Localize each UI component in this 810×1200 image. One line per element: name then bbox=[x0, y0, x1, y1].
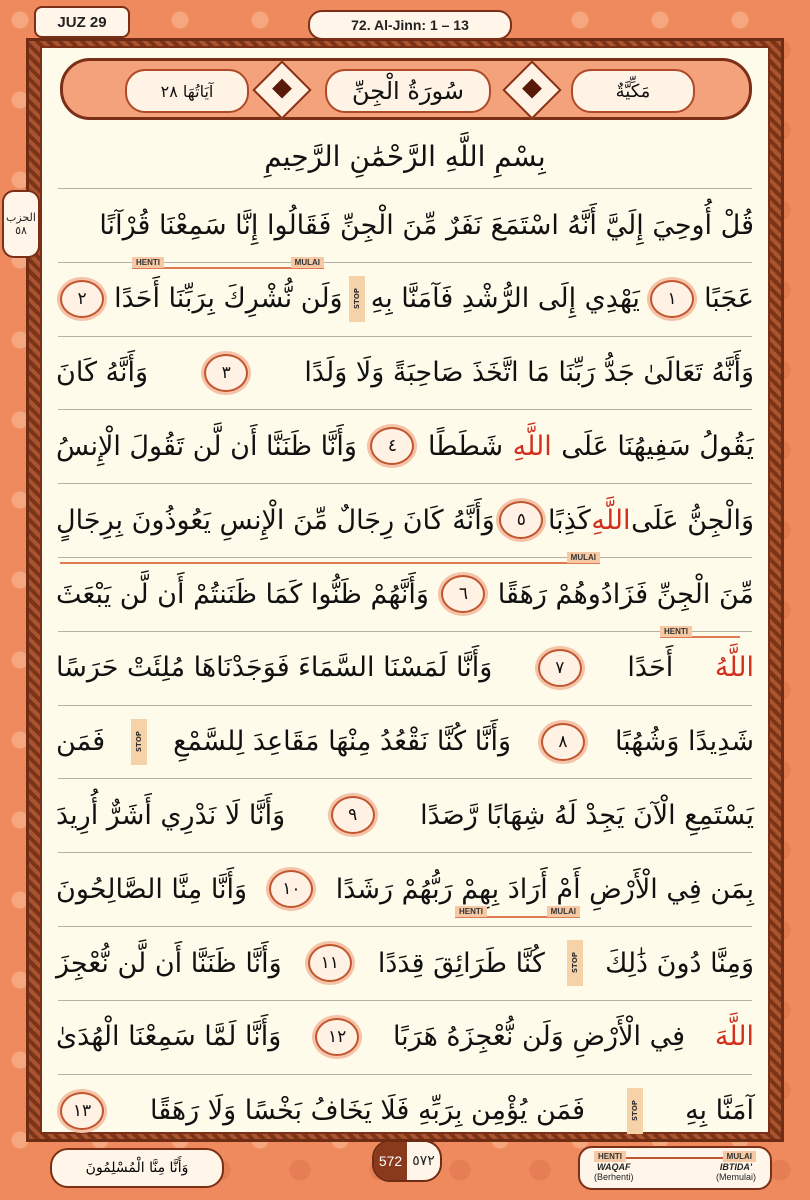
legend-waqaf-sub: (Berhenti) bbox=[594, 1172, 634, 1182]
ayah-number-marker: ١ bbox=[650, 280, 694, 318]
line-rule bbox=[58, 926, 752, 927]
stop-badge: STOP bbox=[131, 719, 147, 765]
next-page-catchword: وَأَنَّا مِنَّا الْمُسْلِمُونَ bbox=[50, 1148, 224, 1188]
verse-text: وَأَنَّهُ كَانَ رِجَالٌ مِّنَ الْإِنسِ يَعُوذُونَ بِرِجَالٍ bbox=[56, 504, 495, 536]
ayah-number-marker: ٩ bbox=[331, 796, 375, 834]
verse-text: عَجَبًا bbox=[704, 283, 754, 315]
legend-waqaf: WAQAF bbox=[597, 1162, 631, 1172]
ayah-number-marker: ٨ bbox=[541, 723, 585, 761]
verse-text: مِّنَ الْجِنِّ فَزَادُوهُمْ رَهَقًا bbox=[497, 578, 754, 610]
divine-name-text: اللَّهُ bbox=[714, 652, 754, 684]
surah-name: سُورَةُ الْجِنِّ bbox=[325, 69, 491, 113]
ayah-number-marker: ٥ bbox=[499, 501, 543, 539]
verse-text: وَمِنَّا دُونَ ذَٰلِكَ bbox=[605, 947, 754, 979]
ayah-number-marker: ٣ bbox=[204, 354, 248, 392]
bismillah: بِسْمِ اللَّهِ الرَّحْمَٰنِ الرَّحِيمِ bbox=[264, 140, 546, 173]
line-rule bbox=[58, 409, 752, 410]
mulai-tag: MULAI bbox=[567, 552, 600, 563]
verse-text: شَطَطًا bbox=[427, 430, 504, 462]
stop-badge: STOP bbox=[349, 276, 365, 322]
verse-text: وَأَنَّهُ كَانَ bbox=[56, 357, 149, 389]
legend-henti: HENTI bbox=[594, 1151, 626, 1162]
verse-text: وَأَنَّهُ تَعَالَىٰ جَدُّ رَبِّنَا مَا اتَّخَذَ صَاحِبَةً وَلَا وَلَدًا bbox=[304, 357, 754, 389]
verse-line bbox=[56, 270, 754, 328]
stop-badge: STOP bbox=[567, 940, 583, 986]
waqaf-legend bbox=[578, 1146, 772, 1190]
hizb-number: ٥٨ bbox=[15, 224, 27, 237]
ornament-icon bbox=[502, 60, 561, 119]
waqaf-ibtida-marker bbox=[660, 626, 740, 638]
verse-text: يَقُولُ سَفِيهُنَا عَلَى bbox=[561, 430, 754, 462]
verse-line bbox=[56, 1082, 754, 1140]
verse-text: أَحَدًا bbox=[627, 652, 674, 684]
verse-line bbox=[56, 196, 754, 254]
verse-text: كُنَّا طَرَائِقَ قِدَدًا bbox=[377, 947, 545, 979]
verse-text: وَأَنَّا لَمَّا سَمِعْنَا الْهُدَىٰ bbox=[56, 1021, 282, 1053]
verse-line bbox=[56, 934, 754, 992]
verse-text: قُلْ أُوحِيَ إِلَيَّ أَنَّهُ اسْتَمَعَ نَفَرٌ مِّنَ الْجِنِّ فَقَالُوا إِنَّا سَمِعْنَا قُرْآنًا bbox=[99, 209, 754, 241]
hizb-label: الحزب bbox=[6, 211, 36, 224]
verse-text: وَأَنَّا كُنَّا نَقْعُدُ مِنْهَا مَقَاعِدَ لِلسَّمْعِ bbox=[173, 726, 511, 758]
verse-text: وَلَن نُّشْرِكَ بِرَبِّنَا أَحَدًا bbox=[114, 283, 343, 315]
verse-text: آمَنَّا بِهِ bbox=[685, 1095, 754, 1127]
revelation-type: مَكِّيَّةٌ bbox=[571, 69, 695, 113]
henti-tag: HENTI bbox=[660, 626, 692, 637]
ayah-number-marker: ٢ bbox=[60, 280, 104, 318]
line-rule bbox=[58, 778, 752, 779]
ayah-number-marker: ١٢ bbox=[315, 1018, 359, 1056]
line-rule bbox=[58, 631, 752, 632]
legend-ibtida-sub: (Memulai) bbox=[715, 1172, 756, 1182]
hizb-marker bbox=[2, 190, 40, 258]
verse-text: وَأَنَّا لَمَسْنَا السَّمَاءَ فَوَجَدْنَاهَا مُلِئَتْ حَرَسًا bbox=[56, 652, 493, 684]
surah-banner bbox=[60, 58, 752, 120]
juz-label: JUZ 29 bbox=[34, 6, 130, 38]
verse-text: فِي الْأَرْضِ وَلَن نُّعْجِزَهُ هَرَبًا bbox=[392, 1021, 685, 1053]
line-rule bbox=[58, 336, 752, 337]
verse-text: فَمَن يُؤْمِن بِرَبِّهِ فَلَا يَخَافُ بَخْسًا وَلَا رَهَقًا bbox=[150, 1095, 586, 1127]
verse-text: يَسْتَمِعِ الْآنَ يَجِدْ لَهُ شِهَابًا رَّصَدًا bbox=[420, 799, 754, 831]
ayah-number-marker: ٦ bbox=[441, 575, 485, 613]
verse-text: كَذِبًا bbox=[547, 504, 591, 536]
line-rule bbox=[58, 483, 752, 484]
ornament-icon bbox=[252, 60, 311, 119]
verse-text: بِمَن فِي الْأَرْضِ أَمْ أَرَادَ بِهِمْ رَبُّهُمْ رَشَدًا bbox=[335, 873, 754, 905]
waqaf-ibtida-marker bbox=[455, 906, 580, 918]
henti-tag: HENTI bbox=[132, 257, 164, 268]
waqaf-ibtida-marker bbox=[132, 257, 324, 269]
verse-text: يَهْدِي إِلَى الرُّشْدِ فَآمَنَّا بِهِ bbox=[370, 283, 640, 315]
verse-line bbox=[56, 491, 754, 549]
verse-line bbox=[56, 860, 754, 918]
verse-line bbox=[56, 344, 754, 402]
line-rule bbox=[58, 852, 752, 853]
verse-text: وَأَنَّا ظَنَنَّا أَن لَّن نُّعْجِزَ bbox=[56, 947, 282, 979]
verse-text: وَأَنَّا ظَنَنَّا أَن لَّن تَقُولَ الْإِنسُ bbox=[56, 430, 357, 462]
waqaf-ibtida-marker bbox=[60, 552, 600, 564]
surah-range-title: 72. Al-Jinn: 1 – 13 bbox=[308, 10, 512, 40]
verse-text: وَالْجِنُّ عَلَى bbox=[631, 504, 754, 536]
verse-count: آيَاتُهَا ٢٨ bbox=[125, 69, 249, 113]
divine-name-text: اللَّهِ bbox=[591, 504, 631, 536]
divine-name-text: اللَّهَ bbox=[714, 1021, 754, 1053]
verse-text: وَأَنَّهُمْ ظَنُّوا كَمَا ظَنَنتُمْ أَن لَّن يَبْعَثَ bbox=[56, 578, 429, 610]
verse-line bbox=[56, 786, 754, 844]
verse-line bbox=[56, 565, 754, 623]
line-rule bbox=[58, 1074, 752, 1075]
verse-text: فَمَن bbox=[56, 726, 106, 758]
ayah-number-marker: ١١ bbox=[308, 944, 352, 982]
ayah-number-marker: ١٣ bbox=[60, 1092, 104, 1130]
divine-name-text: اللَّهِ bbox=[512, 430, 552, 462]
verse-line bbox=[56, 417, 754, 475]
page-number bbox=[372, 1140, 442, 1182]
verse-text: شَدِيدًا وَشُهُبًا bbox=[614, 726, 754, 758]
mulai-tag: MULAI bbox=[547, 906, 580, 917]
verse-text: وَأَنَّا لَا نَدْرِي أَشَرٌّ أُرِيدَ bbox=[56, 799, 286, 831]
verse-line bbox=[56, 639, 754, 697]
henti-tag: HENTI bbox=[455, 906, 487, 917]
verse-line bbox=[56, 1008, 754, 1066]
stop-badge: STOP bbox=[627, 1088, 643, 1134]
line-rule bbox=[58, 705, 752, 706]
page-number-latin: 572 bbox=[374, 1142, 407, 1180]
ayah-number-marker: ١٠ bbox=[269, 870, 313, 908]
page-number-arabic: ٥٧٢ bbox=[407, 1142, 440, 1180]
ayah-number-marker: ٧ bbox=[538, 649, 582, 687]
legend-ibtida: IBTIDA' bbox=[719, 1162, 753, 1172]
legend-mulai: MULAI bbox=[723, 1151, 756, 1162]
verse-text: وَأَنَّا مِنَّا الصَّالِحُونَ bbox=[56, 873, 248, 905]
ayah-number-marker: ٤ bbox=[370, 427, 414, 465]
mulai-tag: MULAI bbox=[291, 257, 324, 268]
line-rule bbox=[58, 1000, 752, 1001]
line-rule bbox=[58, 188, 752, 189]
verse-line bbox=[56, 713, 754, 771]
